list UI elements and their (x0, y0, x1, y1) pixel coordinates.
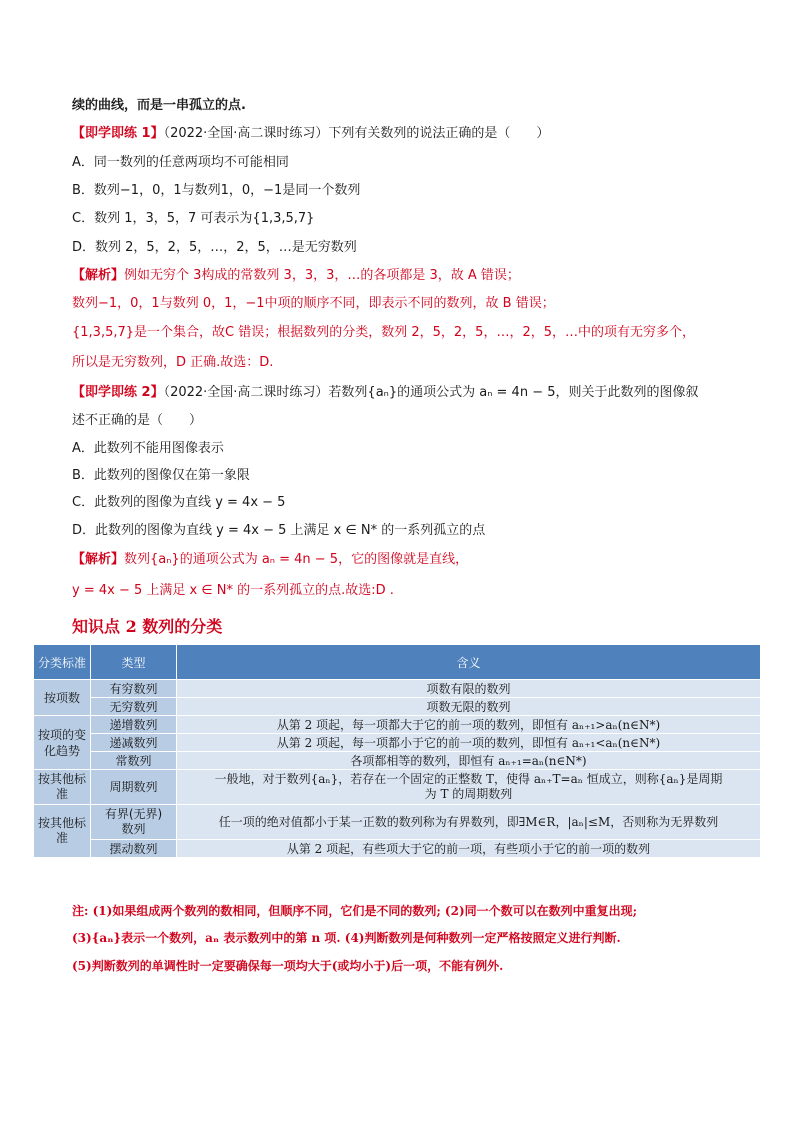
criterion-cell: 按其他标准 (34, 805, 91, 858)
option-c: C．此数列的图像为直线 y = 4x − 5 (72, 495, 286, 510)
meaning-cell: 项数无限的数列 (177, 698, 761, 716)
option-b: B．此数列的图像仅在第一象限 (72, 468, 250, 483)
stem-text: （2022·全国·高二课时练习）若数列{aₙ}的通项公式为 aₙ = 4n − 5，则关于此数列的图像叙 (163, 385, 699, 400)
meaning-cell: 各项都相等的数列，即恒有 aₙ₊₁=aₙ(n∈N*) (177, 752, 761, 770)
type-cell: 摆动数列 (91, 840, 177, 858)
meaning-cell: 从第 2 项起，有些项大于它的前一项，有些项小于它的前一项的数列 (177, 840, 761, 858)
table-header-row (34, 645, 761, 680)
option-a: A．同一数列的任意两项均不可能相同 (72, 155, 289, 170)
table-row (34, 752, 761, 770)
type-line: 数列 (121, 822, 146, 836)
solution-1-line: 所以是无穷数列，D 正确.故选：D. (72, 355, 274, 370)
meaning-line: 一般地，对于数列{aₙ}，若存在一个固定的正整数 T，使得 aₙ₊T=aₙ 恒成立，则称{aₙ}是周期 (214, 772, 723, 786)
meaning-cell: 项数有限的数列 (177, 680, 761, 698)
text-line: 续的曲线，而是一串孤立的点. (72, 98, 246, 113)
criterion-cell: 按项数 (34, 680, 91, 716)
type-cell: 递增数列 (91, 716, 177, 734)
header-criterion: 分类标准 (34, 645, 91, 680)
meaning-cell (177, 770, 761, 805)
section-heading: 知识点 2 数列的分类 (72, 617, 223, 636)
solution-text: 数列{aₙ}的通项公式为 aₙ = 4n − 5，它的图像就是直线， (124, 552, 469, 567)
classification-table (33, 644, 761, 858)
type-cell: 无穷数列 (91, 698, 177, 716)
table-row (34, 680, 761, 698)
criterion-cell: 按其他标准 (34, 770, 91, 805)
solution-text: 例如无穷个 3构成的常数列 3，3，3，…的各项都是 3，故 A 错误； (124, 268, 520, 283)
criterion-cell: 按项的变化趋势 (34, 716, 91, 770)
table-row (34, 716, 761, 734)
header-type: 类型 (91, 645, 177, 680)
meaning-line: 为 T 的周期数列 (424, 787, 513, 801)
meaning-cell: 从第 2 项起，每一项都大于它的前一项的数列，即恒有 aₙ₊₁>aₙ(n∈N*) (177, 716, 761, 734)
solution-tag: 【解析】 (72, 552, 125, 567)
table-row (34, 840, 761, 858)
stem-text: （2022·全国·高二课时练习）下列有关数列的说法正确的是（ ） (163, 126, 550, 141)
note-line: 注: (1)如果组成两个数列的数相同，但顺序不同，它们是不同的数列; (2)同一个数可以在数列中重复出现; (72, 904, 638, 918)
solution-2-line: y = 4x − 5 上满足 x ∈ N* 的一系列孤立的点.故选:D . (72, 583, 394, 598)
option-b: B．数列−1，0，1与数列1，0，−1是同一个数列 (72, 183, 361, 198)
option-d: D．此数列的图像为直线 y = 4x − 5 上满足 x ∈ N* 的一系列孤立的点 (72, 523, 486, 538)
solution-tag: 【解析】 (72, 268, 125, 283)
type-cell: 周期数列 (91, 770, 177, 805)
exercise-tag: 【即学即练 1】 (72, 126, 164, 141)
solution-2-line (72, 551, 468, 569)
table-row (34, 805, 761, 840)
meaning-cell: 从第 2 项起，每一项都小于它的前一项的数列，即恒有 aₙ₊₁<aₙ(n∈N*) (177, 734, 761, 752)
type-line: 有界(无界) (104, 807, 163, 821)
solution-1-line: {1,3,5,7}是一个集合，故C 错误；根据数列的分类，数列 2，5，2，5，…，2，5，…中的项有无穷多个， (72, 325, 695, 340)
option-d: D．数列 2，5，2，5，…，2，5，…是无穷数列 (72, 240, 357, 255)
table-row (34, 770, 761, 805)
note-line: (3){aₙ}表示一个数列，aₙ 表示数列中的第 n 项. (4)判断数列是何种数列一定严格按照定义进行判断. (72, 931, 621, 945)
exercise-tag: 【即学即练 2】 (72, 385, 164, 400)
solution-1-line: 数列−1，0，1与数列 0，1，−1中项的顺序不同，即表示不同的数列，故 B 错误； (72, 296, 555, 311)
type-cell: 有穷数列 (91, 680, 177, 698)
type-cell: 常数列 (91, 752, 177, 770)
option-c: C．数列 1，3，5，7 可表示为{1,3,5,7} (72, 211, 315, 226)
type-cell (91, 805, 177, 840)
type-cell: 递减数列 (91, 734, 177, 752)
table-row (34, 734, 761, 752)
exercise-2-stem-cont: 述不正确的是（ ） (72, 413, 203, 428)
meaning-cell: 任一项的绝对值都小于某一正数的数列称为有界数列，即∃M∈R，|aₙ|≤M，否则称为无界数列 (177, 805, 761, 840)
option-a: A．此数列不能用图像表示 (72, 441, 224, 456)
note-line: (5)判断数列的单调性时一定要确保每一项均大于(或均小于)后一项，不能有例外. (72, 959, 504, 973)
exercise-1-stem (72, 125, 549, 143)
header-meaning: 含义 (177, 645, 761, 680)
exercise-2-stem (72, 384, 699, 402)
table-row (34, 698, 761, 716)
solution-1-line (72, 267, 520, 285)
